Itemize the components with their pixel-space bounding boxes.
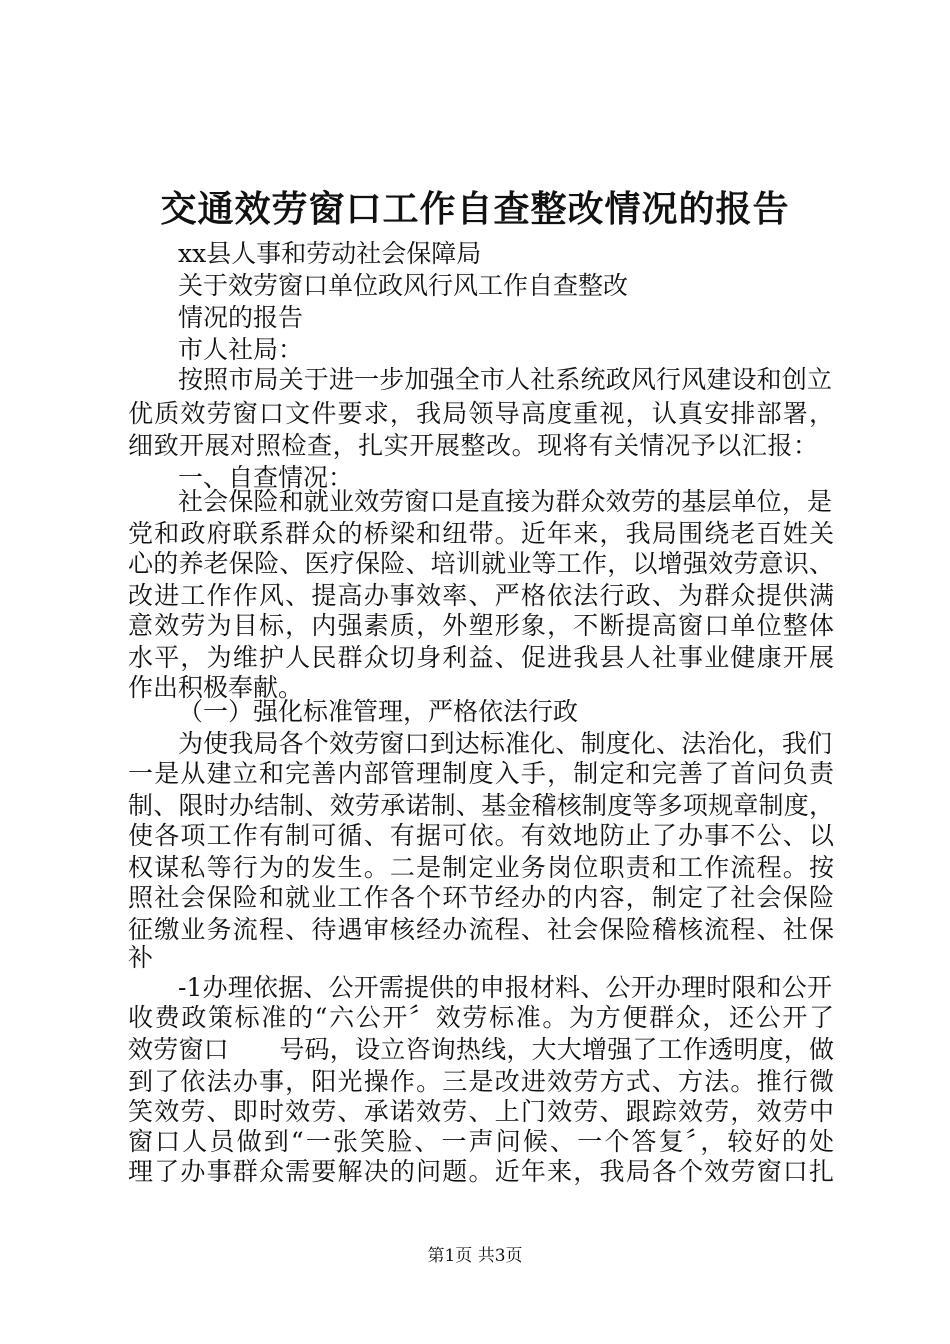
text-line: 作出积极奉献。 [128,673,304,702]
text-line: 收费政策标准的“六公开〞效劳标准。为方便群众，还公开了 [128,1003,834,1032]
section-heading: 一、自查情况： [178,463,354,492]
text-line: 补 [128,943,154,972]
text-line: 照社会保险和就业工作各个环节经办的内容，制定了社会保险 [128,883,834,912]
text-line: 理了办事群众需要解决的问题。近年来，我局各个效劳窗口扎 [128,1157,834,1186]
text-line: xx县人事和劳动社会保障局 [178,239,482,268]
text-line: 情况的报告 [178,303,304,332]
section-heading: （一）强化标准管理，严格依法行政 [178,697,579,726]
text-line: 心的养老保险、医疗保险、培训就业等工作，以增强效劳意识、 [128,549,834,578]
text-line: 改进工作作风、提高办事效率、严格依法行政、为群众提供满 [128,581,834,610]
text-line: 关于效劳窗口单位政风行风工作自查整改 [178,271,629,300]
text-line: 效劳窗口 号码，设立咨询热线，大大增强了工作透明度，做 [128,1035,834,1064]
text-line: 制、限时办结制、效劳承诺制、基金稽核制度等多项规章制度， [128,791,834,820]
text-line: 社会保险和就业效劳窗口是直接为群众效劳的基层单位，是 [178,487,832,516]
text-line: 按照市局关于进一步加强全市人社系统政风行风建设和创立 [178,365,832,394]
text-line: 细致开展对照检查，扎实开展整改。现将有关情况予以汇报： [128,431,818,460]
document-title: 交通效劳窗口工作自查整改情况的报告 [160,188,790,230]
page-number-footer: 第1页 共3页 [427,1246,523,1266]
text-line: 优质效劳窗口文件要求，我局领导高度重视，认真安排部署， [128,399,834,428]
text-line: 征缴业务流程、待遇审核经办流程、社会保险稽核流程、社保 [128,915,834,944]
text-line: 笑效劳、即时效劳、承诺效劳、上门效劳、跟踪效劳，效劳中 [128,1097,834,1126]
text-line: -1办理依据、公开需提供的申报材料、公开办理时限和公开 [178,973,832,1002]
text-line: 水平，为维护人民群众切身利益、促进我县人社事业健康开展 [128,643,834,672]
text-line: 使各项工作有制可循、有据可依。有效地防止了办事不公、以 [128,821,834,850]
text-line: 窗口人员做到“一张笑脸、一声问候、一个答复〞，较好的处 [128,1127,834,1156]
text-line: 权谋私等行为的发生。二是制定业务岗位职责和工作流程。按 [128,853,834,882]
text-line: 党和政府联系群众的桥梁和纽带。近年来，我局围绕老百姓关 [128,519,834,548]
text-line: 一是从建立和完善内部管理制度入手，制定和完善了首问负责 [128,759,834,788]
text-line: 市人社局： [178,335,304,364]
text-line: 为使我局各个效劳窗口到达标准化、制度化、法治化，我们 [178,729,832,758]
text-line: 到了依法办事，阳光操作。三是改进效劳方式、方法。推行微 [128,1067,834,1096]
text-line: 意效劳为目标，内强素质，外塑形象，不断提高窗口单位整体 [128,611,834,640]
